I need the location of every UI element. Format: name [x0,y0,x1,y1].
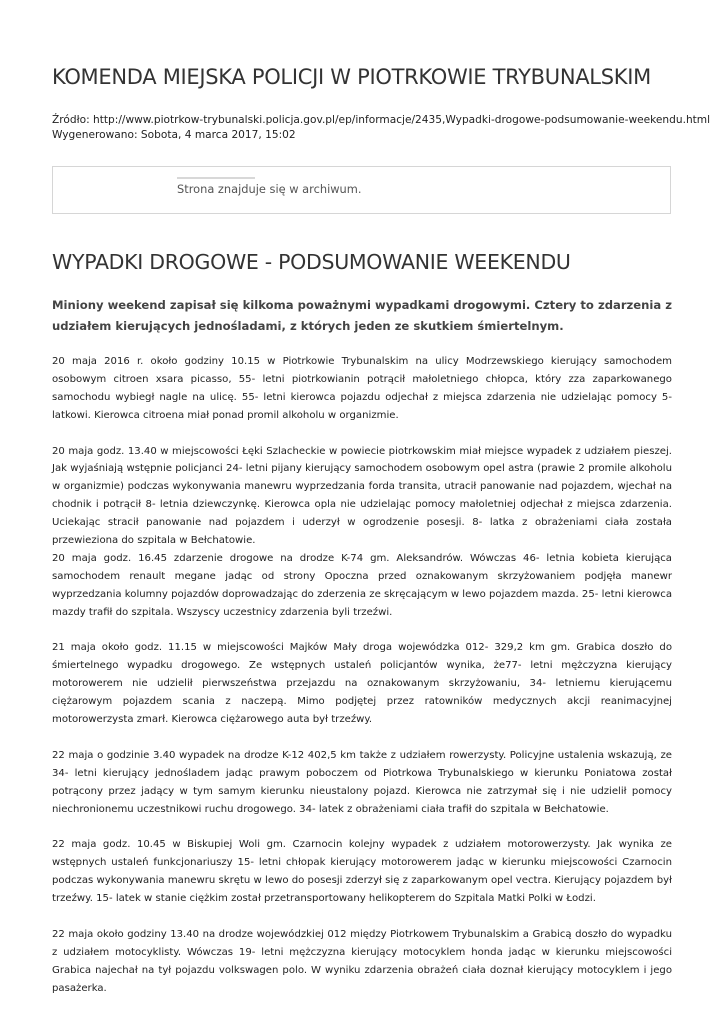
article-paragraph: 20 maja godz. 13.40 w miejscowości Łęki Szlacheckie w powiecie piotrkowskim miał miejsce wypadek z udziałem pieszej. Jak wyjaśniają wstępnie policjanci 24- letni pijany kierujący samochodem osobowym opel astra (prawie 2 promile alkoholu w organizmie) podczas wykonywania manewru wyprzedzania forda transita, utracił panowanie nad pojazdem, wjechał na chodnik i potrącił 8- letnia dziewczynkę. Kierowca opla nie udzielając pomocy małoletniej odjechał z miejsca zdarzenia. Uciekając stracił panowanie nad pojazdem i uderzył w ogrodzenie posesji. 8- latka z obrażeniami ciała została przewieziona do szpitala w Bełchatowie. [52,445,672,547]
source-url-line: Źródło: http://www.piotrkow-trybunalski.policja.gov.pl/ep/informacje/2435,Wypadki-drogowe-podsumowanie-weekendu.html [52,114,711,126]
article-paragraph: 20 maja godz. 16.45 zdarzenie drogowe na drodze K-74 gm. Aleksandrów. Wówczas 46- letnia kobieta kierująca samochodem renault megane jadąc od strony Opoczna przed oznakowanym skrzyżowaniem podjęła manewr wyprzedzania kolumny pojazdów doprowadzając do zderzenia ze skręcającym w lewo pojazdem mazda. 25- letni kierowca mazdy trafił do szpitala. Wszyscy uczestnicy zdarzenia byli trzeźwi. [52,552,672,618]
archive-notice-box [52,166,671,214]
archive-notice-text: Strona znajduje się w archiwum. [177,182,362,196]
article-paragraph: 22 maja godz. 10.45 w Biskupiej Woli gm. Czarnocin kolejny wypadek z udziałem motorowerzysty. Jak wynika ze wstępnych ustaleń funkcjonariuszy 15- letni chłopak kierujący motorowerem jadąc w kierunku miejscowości Czarnocin podczas wykonywania manewru skrętu w lewo do posesji zderzył się z zaparkowanym opel vectra. Kierujący pojazdem był trzeźwy. 15- latek w stanie ciężkim został przetransportowany helikopterem do Szpitala Matki Polki w Łodzi. [52,839,672,905]
generated-date-line: Wygenerowano: Sobota, 4 marca 2017, 15:02 [52,129,296,141]
archive-notice-divider [177,177,255,179]
article-paragraph: 21 maja około godz. 11.15 w miejscowości Majków Mały droga wojewódzka 012- 329,2 km gm. Grabica doszło do śmiertelnego wypadku drogowego. Ze wstępnych ustaleń policjantów wynika, że77- letni mężczyzna kierujący motorowerem nie udzielił pierwszeństwa przejazdu na oznakowanym skrzyżowaniu, 34- letniemu kierującemu ciężarowym pojazdem scania z naczepą. Mimo podjętej przez ratowników medycznych akcji reanimacyjnej motorowerzysta zmarł. Kierowca ciężarowego auta był trzeźwy. [52,642,672,726]
article-paragraph: 22 maja o godzinie 3.40 wypadek na drodze K-12 402,5 km także z udziałem rowerzysty. Policyjne ustalenia wskazują, ze 34- letni kierujący jednośladem jadąc prawym poboczem od Piotrkowa Trybunalskiego w kierunku Poniatowa został potrącony przez jadący w tym samym kierunku nieustalony pojazd. Kierowca nie zatrzymał się i nie udzielił pomocy niechronionemu uczestnikowi ruchu drogowego. 34- latek z obrażeniami ciała trafił do szpitala w Bełchatowie. [52,749,672,815]
article-paragraph: 20 maja 2016 r. około godziny 10.15 w Piotrkowie Trybunalskim na ulicy Modrzewskiego kierujący samochodem osobowym citroen xsara picasso, 55- letni piotrkowianin potrącił małoletniego chłopca, który zza zaparkowanego samochodu wybiegł nagle na ulicę. 55- letni kierowca pojazdu odjechał z miejsca zdarzenia nie udzielając pomocy 5- latkowi. Kierowca citroena miał ponad promil alkoholu w organizmie. [52,356,672,421]
article-body [52,353,672,998]
site-title: KOMENDA MIEJSKA POLICJI W PIOTRKOWIE TRYBUNALSKIM [52,65,651,89]
source-info [52,113,710,143]
article-paragraph: 22 maja około godziny 13.40 na drodze wojewódzkiej 012 między Piotrkowem Trybunalskim a Grabicą doszło do wypadku z udziałem motocyklisty. Wówczas 19- letni mężczyzna kierujący motocyklem honda jadąc w kierunku miejscowości Grabica najechał na tył pojazdu volkswagen polo. W wyniku zdarzenia obrażeń ciała doznał kierujący motocyklem i jego pasażerka. [52,928,672,994]
article-lead: Miniony weekend zapisał się kilkoma poważnymi wypadkami drogowymi. Cztery to zdarzenia z udziałem kierujących jednośladami, z których jeden ze skutkiem śmiertelnym. [52,298,672,333]
article-title: WYPADKI DROGOWE - PODSUMOWANIE WEEKENDU [52,250,571,274]
